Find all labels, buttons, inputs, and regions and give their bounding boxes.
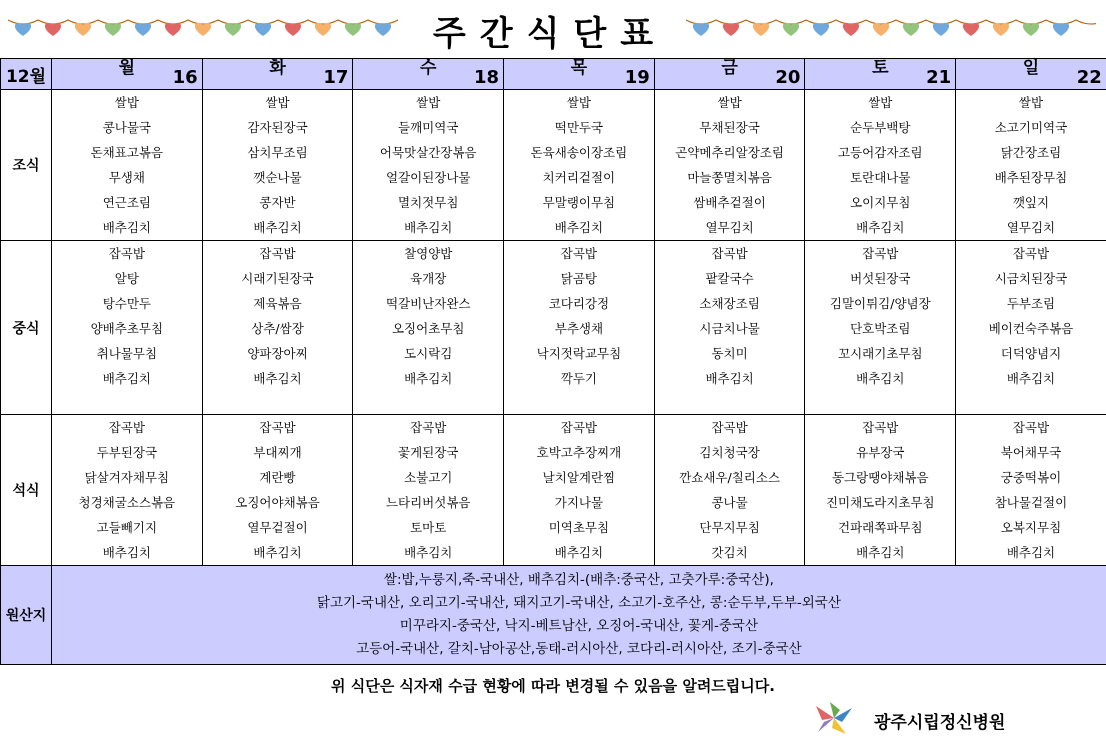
menu-item: 잡곡밥	[560, 246, 598, 261]
menu-item: 낙지젓락교무침	[536, 346, 622, 361]
heart-icon	[963, 23, 979, 36]
menu-cell-fri	[654, 241, 805, 415]
menu-item: 얼갈이된장나물	[385, 170, 471, 185]
menu-item: 알탕	[114, 271, 139, 286]
menu-item: 잡곡밥	[711, 246, 748, 261]
menu-item: 배추김치	[1006, 371, 1056, 386]
dinner-row	[1, 415, 1106, 566]
menu-item: 깍두기	[560, 371, 598, 386]
menu-cell-sat	[805, 241, 956, 415]
heart-icon	[285, 23, 301, 36]
menu-item: 쌀밥	[265, 95, 290, 110]
menu-item: 갓김치	[711, 545, 748, 560]
menu-item: 잡곡밥	[1012, 420, 1050, 435]
menu-item: 배추김치	[102, 371, 151, 386]
menu-item: 잡곡밥	[259, 246, 296, 261]
menu-cell-mon	[52, 241, 203, 415]
menu-item: 꼬시래기초무침	[838, 346, 923, 361]
day-name: 일	[1022, 58, 1040, 78]
menu-item: 잡곡밥	[711, 420, 748, 435]
menu-cell-wed	[353, 90, 504, 241]
day-number: 22	[1076, 67, 1102, 88]
menu-item: 순두부백탕	[850, 120, 911, 135]
menu-item: 배추된장무침	[994, 170, 1068, 185]
hospital-logo-icon	[812, 700, 856, 736]
menu-item: 쌀밥	[114, 95, 139, 110]
page-title: 주간식단표	[432, 14, 668, 54]
menu-item: 열무겉절이	[247, 520, 308, 535]
day-name: 월	[118, 58, 136, 78]
menu-item: 느타리버섯볶음	[385, 495, 471, 510]
menu-item: 곤약메추리알장조림	[675, 145, 784, 160]
menu-item: 유부장국	[856, 445, 905, 460]
origin-info	[52, 566, 1106, 665]
origin-line: 쌀:밥,누룽지,죽-국내산, 배추김치-(배추:중국산, 고춧가루:중국산),	[383, 572, 774, 588]
menu-item: 삼치무조림	[247, 145, 308, 160]
heart-icon	[105, 23, 121, 36]
menu-cell-wed	[353, 241, 504, 415]
menu-item: 소고기미역국	[994, 120, 1068, 135]
day-number: 18	[474, 67, 500, 88]
menu-item: 떡갈비난자완스	[385, 296, 471, 311]
heart-garland-right	[686, 14, 1096, 38]
heart-icon	[783, 23, 799, 36]
heart-icon	[1023, 23, 1039, 36]
menu-item: 두부된장국	[96, 445, 158, 460]
menu-item: 동치미	[711, 346, 748, 361]
heart-icon	[135, 23, 151, 36]
menu-item: 미역초무침	[548, 520, 610, 535]
menu-item: 콩자반	[259, 195, 296, 210]
menu-item: 고들빼기지	[96, 520, 158, 535]
menu-item: 탕수만두	[102, 296, 151, 311]
menu-item: 시금치된장국	[994, 271, 1068, 286]
menu-item: 배추김치	[404, 220, 453, 235]
menu-item: 북어채무국	[1000, 445, 1062, 460]
heart-icon	[843, 23, 859, 36]
menu-item: 배추김치	[404, 371, 453, 386]
menu-item: 청경채굴소스볶음	[78, 495, 176, 510]
menu-item: 부추생채	[554, 321, 604, 336]
day-number: 21	[926, 67, 952, 88]
menu-cell-tue	[202, 415, 353, 566]
origin-label: 원산지	[1, 566, 52, 665]
menu-item: 시금치나물	[699, 321, 760, 336]
origin-line: 미꾸라지-중국산, 낙지-베트남산, 오징어-국내산, 꽃게-중국산	[399, 618, 759, 634]
menu-item: 잡곡밥	[108, 246, 145, 261]
menu-item: 양배추초무침	[90, 321, 164, 336]
day-header-mon	[52, 59, 203, 90]
menu-item: 찰영양밥	[404, 246, 453, 261]
menu-item: 돈육새송이장조림	[530, 145, 628, 160]
menu-item: 무말랭이무침	[542, 195, 616, 210]
menu-item: 어묵맛살간장볶음	[379, 145, 477, 160]
day-header-sun	[956, 59, 1106, 90]
menu-cell-thu	[504, 415, 655, 566]
menu-item: 부대찌개	[253, 445, 302, 460]
heart-icon	[165, 23, 181, 36]
menu-item: 배추김치	[253, 545, 302, 560]
heart-garland-left	[8, 14, 398, 38]
menu-cell-mon	[52, 90, 203, 241]
menu-item: 취나물무침	[96, 346, 158, 361]
menu-item: 잡곡밥	[560, 420, 598, 435]
menu-item: 잡곡밥	[862, 246, 899, 261]
menu-cell-wed	[353, 415, 504, 566]
day-name: 수	[420, 58, 437, 78]
menu-item: 날치알계란찜	[542, 470, 616, 485]
menu-item: 쌈배추겉절이	[693, 195, 766, 210]
menu-item: 배추김치	[404, 545, 453, 560]
heart-icon	[693, 23, 709, 36]
heart-icon	[903, 23, 919, 36]
heart-icon	[813, 23, 829, 36]
menu-item: 마늘쫑멸치볶음	[687, 170, 772, 185]
heart-icon	[873, 23, 889, 36]
menu-item: 들깨미역국	[398, 120, 459, 135]
menu-cell-sun	[956, 415, 1106, 566]
menu-item: 떡만두국	[554, 120, 604, 135]
menu-item: 궁중떡볶이	[1000, 470, 1062, 485]
menu-item: 쌀밥	[868, 95, 893, 110]
menu-item: 배추김치	[102, 220, 151, 235]
menu-item: 배추김치	[102, 545, 151, 560]
menu-item: 더덕양념지	[1000, 346, 1062, 361]
menu-item: 무채된장국	[699, 120, 760, 135]
menu-item: 고등어감자조림	[838, 145, 923, 160]
menu-item: 계란빵	[259, 470, 296, 485]
menu-item: 멸치젓무침	[398, 195, 459, 210]
day-header-sat	[805, 59, 956, 90]
menu-cell-thu	[504, 90, 655, 241]
menu-item: 두부조림	[1006, 296, 1056, 311]
menu-item: 배추김치	[253, 220, 302, 235]
menu-item: 잡곡밥	[1012, 246, 1050, 261]
day-number: 20	[775, 67, 801, 88]
menu-item: 쌀밥	[717, 95, 742, 110]
menu-item: 오징어야채볶음	[235, 495, 320, 510]
change-notice: 위 식단은 식자재 수급 현황에 따라 변경될 수 있음을 알려드립니다.	[331, 677, 775, 695]
menu-cell-sun	[956, 241, 1106, 415]
menu-cell-thu	[504, 241, 655, 415]
menu-item: 쌀밥	[566, 95, 591, 110]
menu-item: 잡곡밥	[862, 420, 899, 435]
heart-icon	[225, 23, 241, 36]
day-header-row	[1, 59, 1106, 90]
menu-item: 육개장	[410, 271, 447, 286]
menu-item: 양파장아찌	[247, 346, 308, 361]
menu-item: 코다리강정	[548, 296, 610, 311]
menu-item: 배추김치	[856, 220, 905, 235]
heart-icon	[45, 23, 61, 36]
menu-item: 소채장조림	[699, 296, 760, 311]
month-label: 12월	[1, 59, 52, 90]
menu-item: 오징어초무침	[391, 321, 465, 336]
menu-item: 감자된장국	[247, 120, 308, 135]
heart-icon	[993, 23, 1009, 36]
title-row	[0, 0, 1106, 56]
menu-item: 가지나물	[554, 495, 604, 510]
menu-item: 닭곰탕	[560, 271, 598, 286]
menu-item: 참나물겉절이	[994, 495, 1068, 510]
menu-cell-tue	[202, 90, 353, 241]
menu-item: 콩나물	[711, 495, 748, 510]
menu-item: 꽃게된장국	[398, 445, 459, 460]
menu-item: 시래기된장국	[241, 271, 314, 286]
menu-cell-fri	[654, 415, 805, 566]
meal-label-breakfast: 조식	[1, 90, 52, 241]
heart-icon	[15, 23, 31, 36]
meal-label-dinner: 석식	[1, 415, 52, 566]
menu-item: 진미채도라지초무침	[825, 495, 935, 510]
menu-cell-fri	[654, 90, 805, 241]
weekly-menu-table	[0, 58, 1106, 665]
heart-icon	[315, 23, 331, 36]
day-number: 19	[624, 67, 650, 88]
day-header-wed	[353, 59, 504, 90]
menu-cell-sat	[805, 415, 956, 566]
menu-item: 쌀밥	[416, 95, 441, 110]
day-header-fri	[654, 59, 805, 90]
lunch-row	[1, 241, 1106, 415]
menu-item: 닭간장조림	[1000, 145, 1062, 160]
origin-line: 고등어-국내산, 갈치-남아공산,동태-러시아산, 코다리-러시아산, 조기-중국산	[356, 641, 802, 657]
day-header-tue	[202, 59, 353, 90]
menu-item: 돈채표고볶음	[90, 145, 164, 160]
menu-item: 깻잎지	[1012, 195, 1050, 210]
heart-icon	[195, 23, 211, 36]
origin-row	[1, 566, 1106, 665]
menu-item: 배추김치	[1006, 545, 1056, 560]
menu-item: 김말이튀김/양념장	[829, 296, 931, 311]
menu-item: 소불고기	[404, 470, 453, 485]
menu-item: 팥칼국수	[705, 271, 754, 286]
menu-cell-sun	[956, 90, 1106, 241]
menu-cell-sat	[805, 90, 956, 241]
heart-icon	[345, 23, 361, 36]
day-name: 토	[872, 58, 889, 78]
menu-item: 배추김치	[253, 371, 302, 386]
menu-item: 배추김치	[856, 545, 905, 560]
garland-string	[8, 20, 398, 24]
hospital-branding	[812, 700, 1092, 736]
menu-item: 건파래쪽파무침	[838, 520, 923, 535]
menu-item: 배추김치	[856, 371, 905, 386]
menu-item: 연근조림	[102, 195, 151, 210]
menu-item: 토마토	[410, 520, 447, 535]
menu-item: 오이지무침	[850, 195, 911, 210]
menu-item: 닭살겨자채무침	[84, 470, 170, 485]
menu-item: 열무김치	[705, 220, 754, 235]
heart-icon	[255, 23, 271, 36]
menu-item: 호박고추장찌개	[536, 445, 622, 460]
day-name: 화	[269, 58, 286, 78]
meal-label-lunch: 중식	[1, 241, 52, 415]
menu-item: 단호박조림	[850, 321, 911, 336]
heart-icon	[75, 23, 91, 36]
day-name: 목	[570, 58, 588, 78]
menu-item: 도시락김	[404, 346, 453, 361]
origin-line: 닭고기-국내산, 오리고기-국내산, 돼지고기-국내산, 소고기-호주산, 콩:순두부,두부-외국산	[316, 595, 841, 611]
menu-item: 김치청국장	[699, 445, 760, 460]
menu-item: 잡곡밥	[259, 420, 296, 435]
day-number: 17	[323, 67, 349, 88]
menu-item: 베이컨숙주볶음	[988, 321, 1074, 336]
menu-item: 배추김치	[554, 545, 604, 560]
menu-item: 버섯된장국	[850, 271, 911, 286]
heart-icon	[1053, 23, 1069, 36]
heart-icon	[933, 23, 949, 36]
menu-item: 무생채	[108, 170, 145, 185]
menu-item: 상추/쌈장	[251, 321, 304, 336]
menu-item: 깐쇼새우/칠리소스	[679, 470, 780, 485]
menu-cell-mon	[52, 415, 203, 566]
menu-item: 오복지무침	[1000, 520, 1062, 535]
menu-item: 토란대나물	[850, 170, 911, 185]
menu-item: 단무지무침	[699, 520, 760, 535]
menu-item: 깻순나물	[253, 170, 302, 185]
menu-item: 잡곡밥	[108, 420, 145, 435]
menu-item: 제육볶음	[253, 296, 302, 311]
menu-item: 동그랑땡야채볶음	[831, 470, 929, 485]
breakfast-row	[1, 90, 1106, 241]
day-header-thu	[504, 59, 655, 90]
day-name: 금	[721, 58, 738, 78]
menu-item: 치커리겉절이	[542, 170, 616, 185]
heart-icon	[753, 23, 769, 36]
menu-item: 쌀밥	[1018, 95, 1044, 110]
menu-item: 배추김치	[705, 371, 754, 386]
menu-item: 배추김치	[554, 220, 604, 235]
menu-item: 열무김치	[1006, 220, 1056, 235]
menu-item: 잡곡밥	[410, 420, 447, 435]
menu-item: 콩나물국	[102, 120, 151, 135]
hospital-name: 광주시립정신병원	[874, 713, 1006, 733]
menu-cell-tue	[202, 241, 353, 415]
heart-icon	[375, 23, 391, 36]
day-number: 16	[172, 67, 198, 88]
heart-icon	[723, 23, 739, 36]
